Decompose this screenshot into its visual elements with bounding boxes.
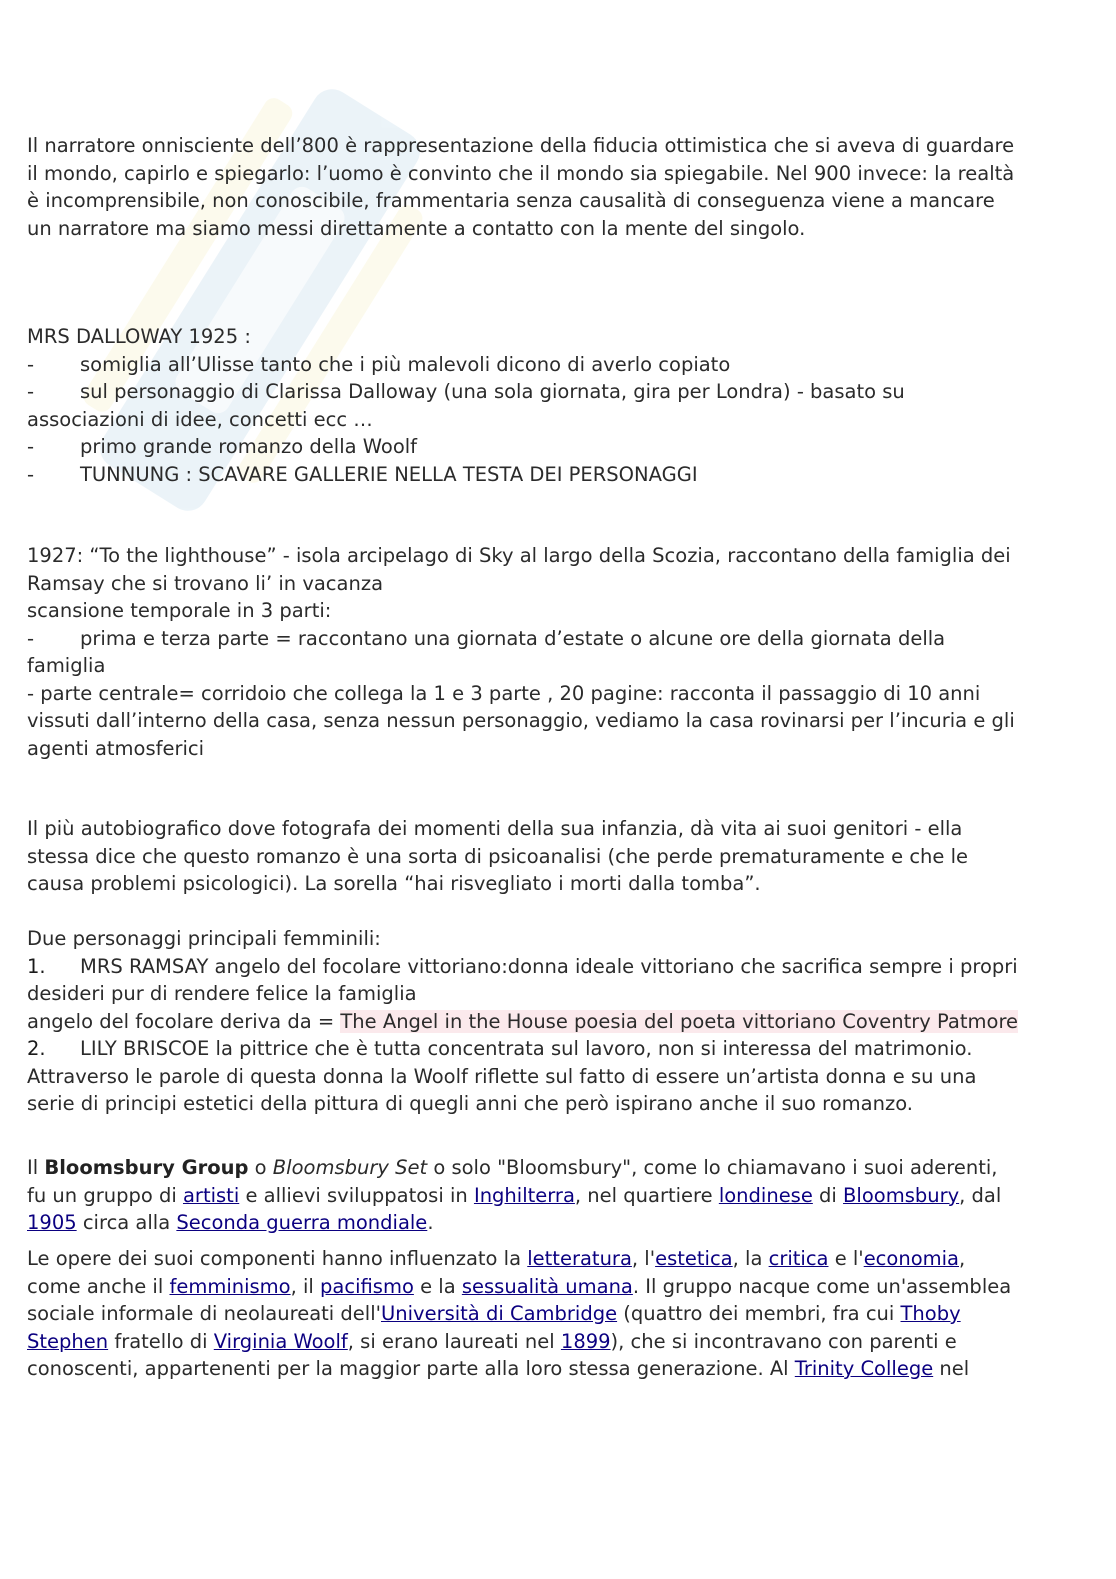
section-title: Due personaggi principali femminili: bbox=[27, 927, 381, 950]
numbered-item-continuation: Attraverso le parole di questa donna la Woolf riflette sul fatto di essere un’artista donna e su una bbox=[27, 1064, 977, 1088]
paragraph-line: fu un gruppo di artisti e allievi sviluppatosi in Inghilterra, nel quartiere londinese di Bloomsbury, dal bbox=[27, 1183, 1002, 1207]
list-item-continuation: associazioni di idee, concetti ecc … bbox=[27, 407, 373, 431]
link-pacifismo[interactable]: pacifismo bbox=[320, 1274, 414, 1298]
link-virginia-woolf[interactable]: Virginia Woolf bbox=[213, 1329, 348, 1353]
link-femminismo[interactable]: femminismo bbox=[169, 1274, 291, 1298]
paragraph-line: vissuti dall’interno della casa, senza nessun personaggio, vediamo la casa rovinarsi per l’incuria e gli bbox=[27, 709, 1015, 732]
link-critica[interactable]: critica bbox=[768, 1247, 829, 1270]
link-thoby-stephen[interactable]: Stephen bbox=[27, 1329, 109, 1353]
list-item-continuation: famiglia bbox=[27, 654, 106, 677]
italic-term: Bloomsbury Set bbox=[272, 1156, 428, 1179]
dalloway-section bbox=[27, 323, 1077, 488]
link-universita-cambridge[interactable]: Università di Cambridge bbox=[380, 1302, 618, 1325]
link-economia[interactable]: economia bbox=[863, 1247, 959, 1270]
link-londinese[interactable]: londinese bbox=[718, 1183, 813, 1207]
paragraph-line: Stephen fratello di Virginia Woolf, si erano laureati nel 1899), che si incontravano con parenti e bbox=[27, 1329, 957, 1353]
autobio-paragraph bbox=[27, 815, 1077, 898]
link-artisti[interactable]: artisti bbox=[182, 1183, 240, 1207]
intro-line: Il narratore onnisciente dell’800 è rappresentazione della fiducia ottimistica che si aveva di guardare bbox=[27, 134, 1015, 157]
section-title: MRS DALLOWAY 1925 : bbox=[27, 325, 251, 348]
numbered-item: 1. MRS RAMSAY angelo del focolare vittoriano:donna ideale vittoriano che sacrifica sempre i propri bbox=[27, 954, 1018, 978]
paragraph-line: causa problemi psicologici). La sorella “hai risvegliato i morti dalla tomba”. bbox=[27, 872, 761, 895]
link-estetica[interactable]: estetica bbox=[655, 1247, 733, 1270]
bold-term: Bloomsbury Group bbox=[44, 1156, 249, 1179]
paragraph-line: 1927: “To the lighthouse” - isola arcipelago di Sky al largo della Scozia, raccontano della famiglia dei bbox=[27, 544, 1011, 567]
intro-line: è incomprensibile, non conoscibile, frammentaria senza causalità di conseguenza viene a mancare bbox=[27, 189, 995, 212]
link-trinity-college[interactable]: Trinity College bbox=[794, 1357, 934, 1380]
paragraph-line: conoscenti, appartenenti per la maggior parte alla loro stessa generazione. Al Trinity College nel bbox=[27, 1357, 970, 1380]
list-item: - TUNNUNG : SCAVARE GALLERIE NELLA TESTA DEI PERSONAGGI bbox=[27, 462, 698, 486]
lighthouse-section bbox=[27, 542, 1077, 762]
bloomsbury-paragraph-2 bbox=[27, 1245, 1077, 1383]
paragraph-line: Le opere dei suoi componenti hanno influenzato la letteratura, l'estetica, la critica e l'economia, bbox=[27, 1247, 966, 1270]
highlighted-text: The Angel in the House poesia del poeta vittoriano Coventry Patmore bbox=[340, 1009, 1019, 1033]
list-item: - prima e terza parte = raccontano una giornata d’estate o alcune ore della giornata della bbox=[27, 626, 946, 650]
numbered-item-continuation: angelo del focolare deriva da = The Angel in the House poesia del poeta vittoriano Coventry Patmore bbox=[27, 1009, 1019, 1033]
paragraph-line: come anche il femminismo, il pacifismo e la sessualità umana. Il gruppo nacque come un'assemblea bbox=[27, 1274, 1012, 1298]
link-thoby-stephen[interactable]: Thoby bbox=[900, 1302, 961, 1325]
intro-line: un narratore ma siamo messi direttamente a contatto con la mente del singolo. bbox=[27, 216, 806, 240]
link-sessualita-umana[interactable]: sessualità umana bbox=[461, 1274, 633, 1298]
paragraph-line: 1905 circa alla Seconda guerra mondiale. bbox=[27, 1211, 434, 1234]
link-letteratura[interactable]: letteratura bbox=[527, 1247, 632, 1270]
paragraph-line: - parte centrale= corridoio che collega la 1 e 3 parte , 20 pagine: racconta il passaggio di 10 anni bbox=[27, 681, 981, 705]
intro-paragraph bbox=[27, 132, 1077, 242]
paragraph-line: Il più autobiografico dove fotografa dei momenti della sua infanzia, dà vita ai suoi genitori - ella bbox=[27, 817, 963, 840]
link-seconda-guerra-mondiale[interactable]: Seconda guerra mondiale bbox=[176, 1211, 428, 1234]
link-inghilterra[interactable]: Inghilterra bbox=[473, 1183, 575, 1207]
numbered-item-continuation: serie di principi estetici della pittura di quegli anni che però ispirano anche il suo romanzo. bbox=[27, 1092, 913, 1115]
paragraph-line: stessa dice che questo romanzo è una sorta di psicoanalisi (che perde prematuramente e che le bbox=[27, 844, 969, 868]
paragraph-line: Il Bloomsbury Group o Bloomsbury Set o solo "Bloomsbury", come lo chiamavano i suoi aderenti, bbox=[27, 1156, 998, 1179]
link-bloomsbury[interactable]: Bloomsbury bbox=[843, 1183, 960, 1207]
paragraph-line: Ramsay che si trovano li’ in vacanza bbox=[27, 571, 384, 595]
numbered-item: 2. LILY BRISCOE la pittrice che è tutta concentrata sul lavoro, non si interessa del matrimonio. bbox=[27, 1037, 973, 1060]
list-item: - sul personaggio di Clarissa Dalloway (una sola giornata, gira per Londra) - basato su bbox=[27, 380, 905, 403]
numbered-item-continuation: desideri pur di rendere felice la famiglia bbox=[27, 982, 417, 1005]
intro-line: il mondo, capirlo e spiegarlo: l’uomo è convinto che il mondo sia spiegabile. Nel 900 invece: la realtà bbox=[27, 161, 1015, 185]
list-item: - primo grande romanzo della Woolf bbox=[27, 435, 418, 458]
list-item: - somiglia all’Ulisse tanto che i più malevoli dicono di averlo copiato bbox=[27, 352, 731, 376]
characters-section bbox=[27, 925, 1077, 1118]
link-1905[interactable]: 1905 bbox=[27, 1211, 77, 1234]
bloomsbury-paragraph-1 bbox=[27, 1154, 1077, 1237]
paragraph-line: agenti atmosferici bbox=[27, 736, 205, 760]
link-1899[interactable]: 1899 bbox=[560, 1329, 611, 1353]
paragraph-line: sociale informale di neolaureati dell'Università di Cambridge (quattro dei membri, fra cui Thoby bbox=[27, 1302, 961, 1325]
paragraph-line: scansione temporale in 3 parti: bbox=[27, 599, 332, 622]
